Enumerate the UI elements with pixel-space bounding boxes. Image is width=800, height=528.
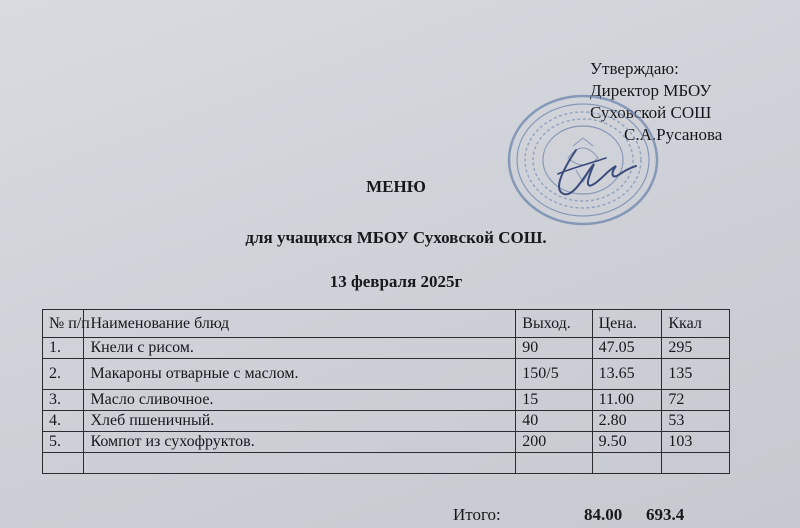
total-price: 84.00 [584, 505, 623, 524]
row-number: 1. [43, 338, 84, 359]
row-price: 47.05 [592, 338, 662, 359]
row-output: 200 [516, 432, 592, 453]
total-kcal: 693.4 [646, 505, 685, 524]
approval-line-school: Суховской СОШ [590, 103, 712, 122]
row-kcal: 53 [662, 411, 730, 432]
document-title: МЕНЮ [366, 177, 426, 196]
row-number: 3. [43, 390, 84, 411]
header-output: Выход. [516, 310, 592, 338]
table-row [43, 411, 730, 432]
row-dish-name: Макароны отварные с маслом. [84, 359, 516, 390]
row-kcal: 72 [662, 390, 730, 411]
row-number: 4. [43, 411, 84, 432]
row-output: 150/5 [516, 359, 592, 390]
header-dish-name: Наименование блюд [84, 310, 516, 338]
table-row-empty [43, 453, 730, 474]
header-price: Цена. [592, 310, 662, 338]
row-kcal: 103 [662, 432, 730, 453]
approval-line-approve: Утверждаю: [590, 59, 679, 78]
empty-cell [516, 453, 592, 474]
empty-cell [662, 453, 730, 474]
document-subtitle: для учащихся МБОУ Суховской СОШ. [245, 228, 547, 247]
total-label: Итого: [453, 505, 501, 524]
row-kcal: 295 [662, 338, 730, 359]
row-output: 40 [516, 411, 592, 432]
approval-line-name: С.А.Русанова [624, 125, 723, 144]
row-price: 13.65 [592, 359, 662, 390]
table-row [43, 390, 730, 411]
menu-table [42, 309, 730, 474]
empty-cell [84, 453, 516, 474]
table-row [43, 432, 730, 453]
stamp-seal-icon [498, 88, 668, 233]
row-output: 90 [516, 338, 592, 359]
approval-line-position: Директор МБОУ [590, 81, 712, 100]
table-row [43, 359, 730, 390]
row-output: 15 [516, 390, 592, 411]
row-dish-name: Хлеб пшеничный. [84, 411, 516, 432]
row-number: 5. [43, 432, 84, 453]
empty-cell [43, 453, 84, 474]
document-date: 13 февраля 2025г [329, 272, 463, 291]
row-number: 2. [43, 359, 84, 390]
row-price: 9.50 [592, 432, 662, 453]
header-kcal: Ккал [662, 310, 730, 338]
row-dish-name: Масло сливочное. [84, 390, 516, 411]
header-number: № п/п [43, 310, 84, 338]
row-price: 2.80 [592, 411, 662, 432]
row-dish-name: Компот из сухофруктов. [84, 432, 516, 453]
row-dish-name: Кнели с рисом. [84, 338, 516, 359]
row-kcal: 135 [662, 359, 730, 390]
empty-cell [592, 453, 662, 474]
table-header-row [43, 310, 730, 338]
table-row [43, 338, 730, 359]
row-price: 11.00 [592, 390, 662, 411]
